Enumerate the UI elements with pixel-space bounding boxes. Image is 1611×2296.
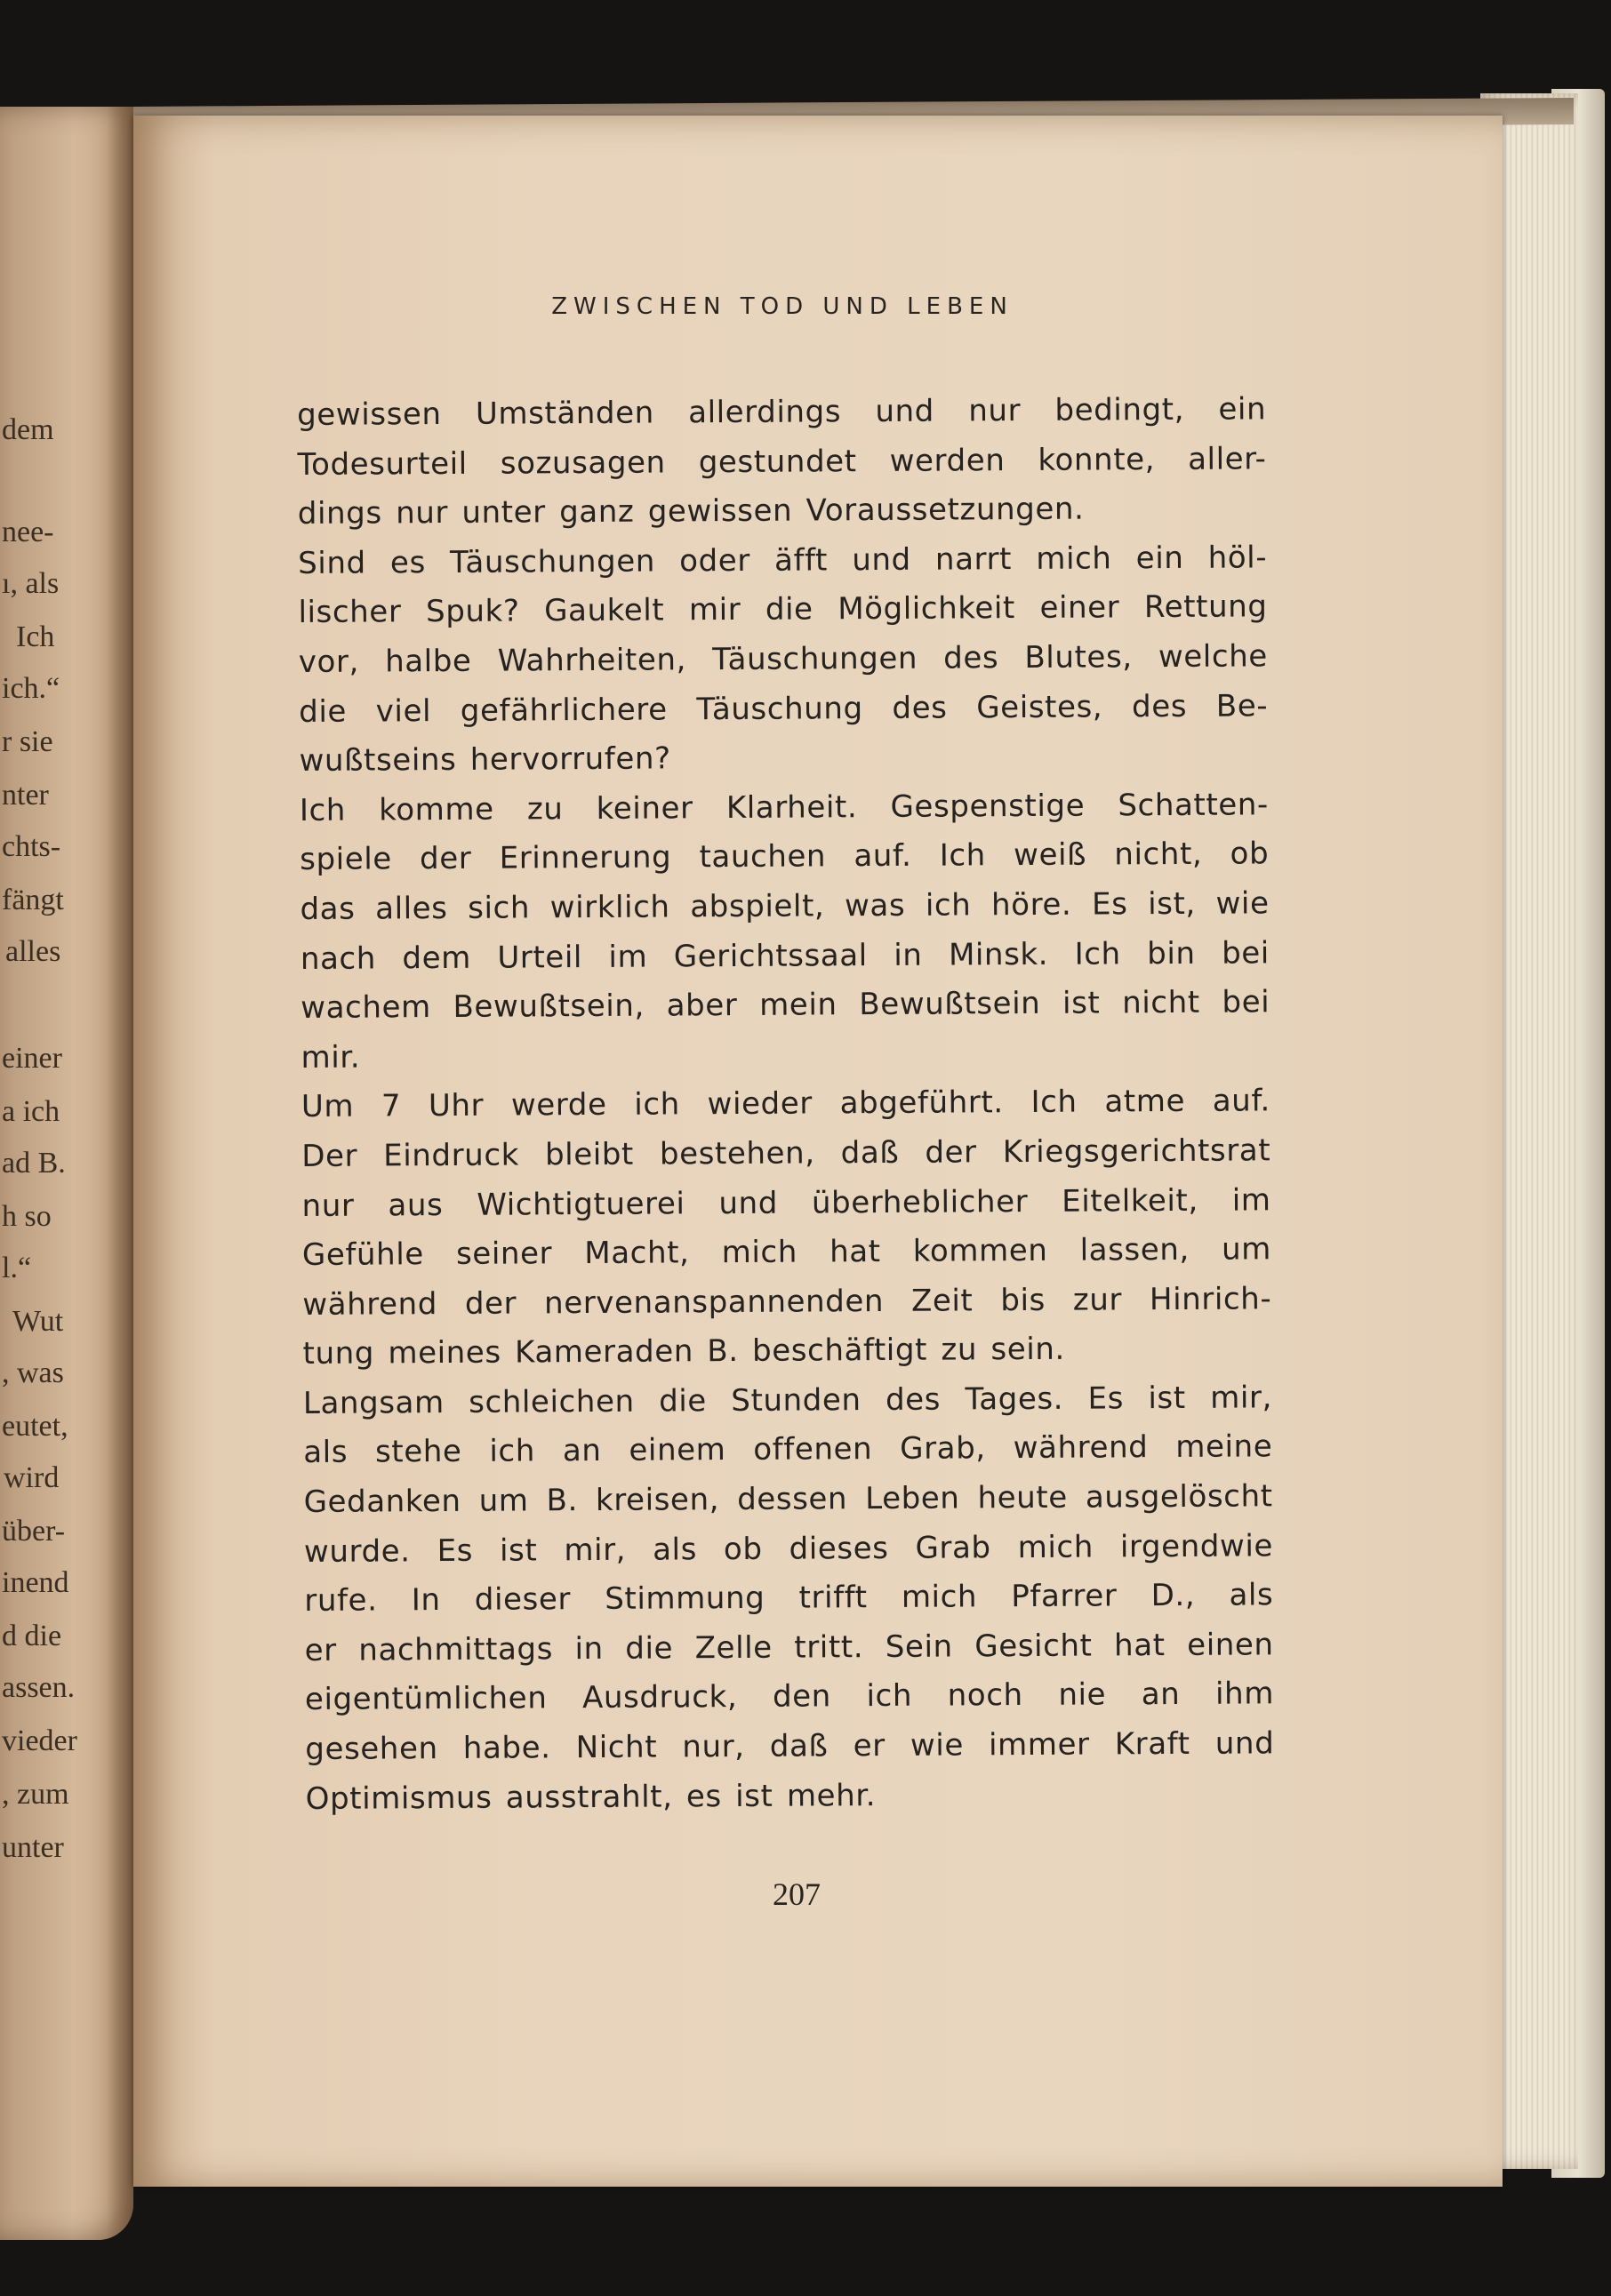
left-fragment: einer: [2, 1042, 62, 1075]
left-fragment: a ich: [2, 1095, 60, 1128]
page-number: 207: [773, 1876, 821, 1912]
text-line: Gefühle seiner Macht, mich hat kommen lassen, um: [301, 1231, 1272, 1274]
left-fragment: , zum: [2, 1778, 69, 1811]
left-fragment: assen.: [2, 1671, 76, 1704]
text-line: eigentümlichen Ausdruck, den ich noch nie an ihm: [304, 1676, 1275, 1718]
text-line: gewissen Umständen allerdings und nur bedingt, ein: [297, 391, 1267, 433]
left-fragment: fängt: [2, 884, 64, 916]
text-line: rufe. In dieser Stimmung trifft mich Pfarrer D., als: [304, 1577, 1274, 1620]
text-line: die viel gefährlichere Täuschung des Geistes, des Be-: [299, 687, 1269, 730]
text-line: er nachmittags in die Zelle tritt. Sein Gesicht hat einen: [304, 1627, 1274, 1668]
left-fragment: nter: [2, 779, 49, 812]
left-fragment: ad B.: [2, 1147, 66, 1180]
left-fragment: chts-: [2, 830, 61, 863]
left-fragment: eutet,: [2, 1410, 68, 1443]
left-fragment: ı, als: [2, 567, 60, 600]
text-line: Um 7 Uhr werde ich wieder abgeführt. Ich atme auf.: [301, 1083, 1271, 1125]
text-line: wußtseins hervorrufen?: [299, 740, 671, 780]
text-line: Gedanken um B. kreisen, dessen Leben heute ausgelöscht: [303, 1478, 1273, 1521]
text-line: nur aus Wichtigtuerei und überheblicher Eitelkeit, im: [301, 1181, 1271, 1224]
left-fragment: unter: [2, 1831, 64, 1864]
running-head: ZWISCHEN TOD UND LEBEN: [551, 293, 1014, 320]
text-line: als stehe ich an einem offenen Grab, während meine: [303, 1428, 1273, 1471]
text-line: Sind es Täuschungen oder äfft und narrt mich ein höl-: [298, 540, 1268, 581]
left-fragment: d die: [2, 1620, 62, 1652]
body-text: [297, 385, 1275, 1824]
left-fragment: h so: [2, 1200, 52, 1233]
text-line: spiele der Erinnerung tauchen auf. Ich weiß nicht, ob: [300, 836, 1270, 878]
left-fragment: inend: [2, 1566, 69, 1599]
text-line: gesehen habe. Nicht nur, daß er wie immer Kraft und: [305, 1725, 1275, 1768]
left-fragment: vieder: [2, 1724, 77, 1757]
left-fragment: dem: [2, 413, 54, 446]
left-fragment: Wut: [12, 1305, 64, 1338]
text-line: das alles sich wirklich abspielt, was ich höre. Es ist, wie: [300, 885, 1270, 927]
left-fragment: über-: [2, 1515, 66, 1548]
text-line: Ich komme zu keiner Klarheit. Gespenstige Schatten-: [299, 787, 1269, 828]
text-line: Der Eindruck bleibt bestehen, daß der Kriegsgerichtsrat: [301, 1132, 1271, 1174]
left-fragment: Ich: [16, 620, 55, 653]
text-line: Langsam schleichen die Stunden des Tages. Es ist mir,: [302, 1380, 1273, 1421]
left-fragment: l.“: [2, 1252, 32, 1284]
left-page-fragments: [0, 107, 133, 2240]
text-line: nach dem Urteil im Gerichtssaal in Minsk. Ich bin bei: [300, 934, 1270, 977]
text-line: lischer Spuk? Gaukelt mir die Möglichkeit einer Rettung: [298, 588, 1268, 631]
left-fragment: ich.“: [2, 672, 60, 705]
left-fragment: , was: [2, 1356, 64, 1389]
text-line: Todesurteil sozusagen gestundet werden konnte, aller-: [297, 440, 1267, 483]
text-line: wurde. Es ist mir, als ob dieses Grab mich irgendwie: [303, 1527, 1274, 1570]
left-fragment: nee-: [2, 516, 54, 548]
left-page: [0, 107, 133, 2240]
text-line: Optimismus ausstrahlt, es ist mehr.: [305, 1777, 877, 1817]
text-line: vor, halbe Wahrheiten, Täuschungen des Blutes, welche: [298, 638, 1268, 680]
left-fragment: alles: [5, 935, 61, 968]
text-line: mir.: [301, 1039, 361, 1076]
left-fragment: wird: [4, 1461, 60, 1494]
left-fragment: r sie: [2, 725, 53, 758]
text-line: während der nervenanspannenden Zeit bis zur Hinrich-: [302, 1281, 1272, 1323]
text-line: wachem Bewußtsein, aber mein Bewußtsein ist nicht bei: [301, 984, 1270, 1027]
text-line: tung meines Kameraden B. beschäftigt zu sein.: [302, 1332, 1066, 1372]
text-line: dings nur unter ganz gewissen Voraussetzungen.: [297, 491, 1085, 532]
